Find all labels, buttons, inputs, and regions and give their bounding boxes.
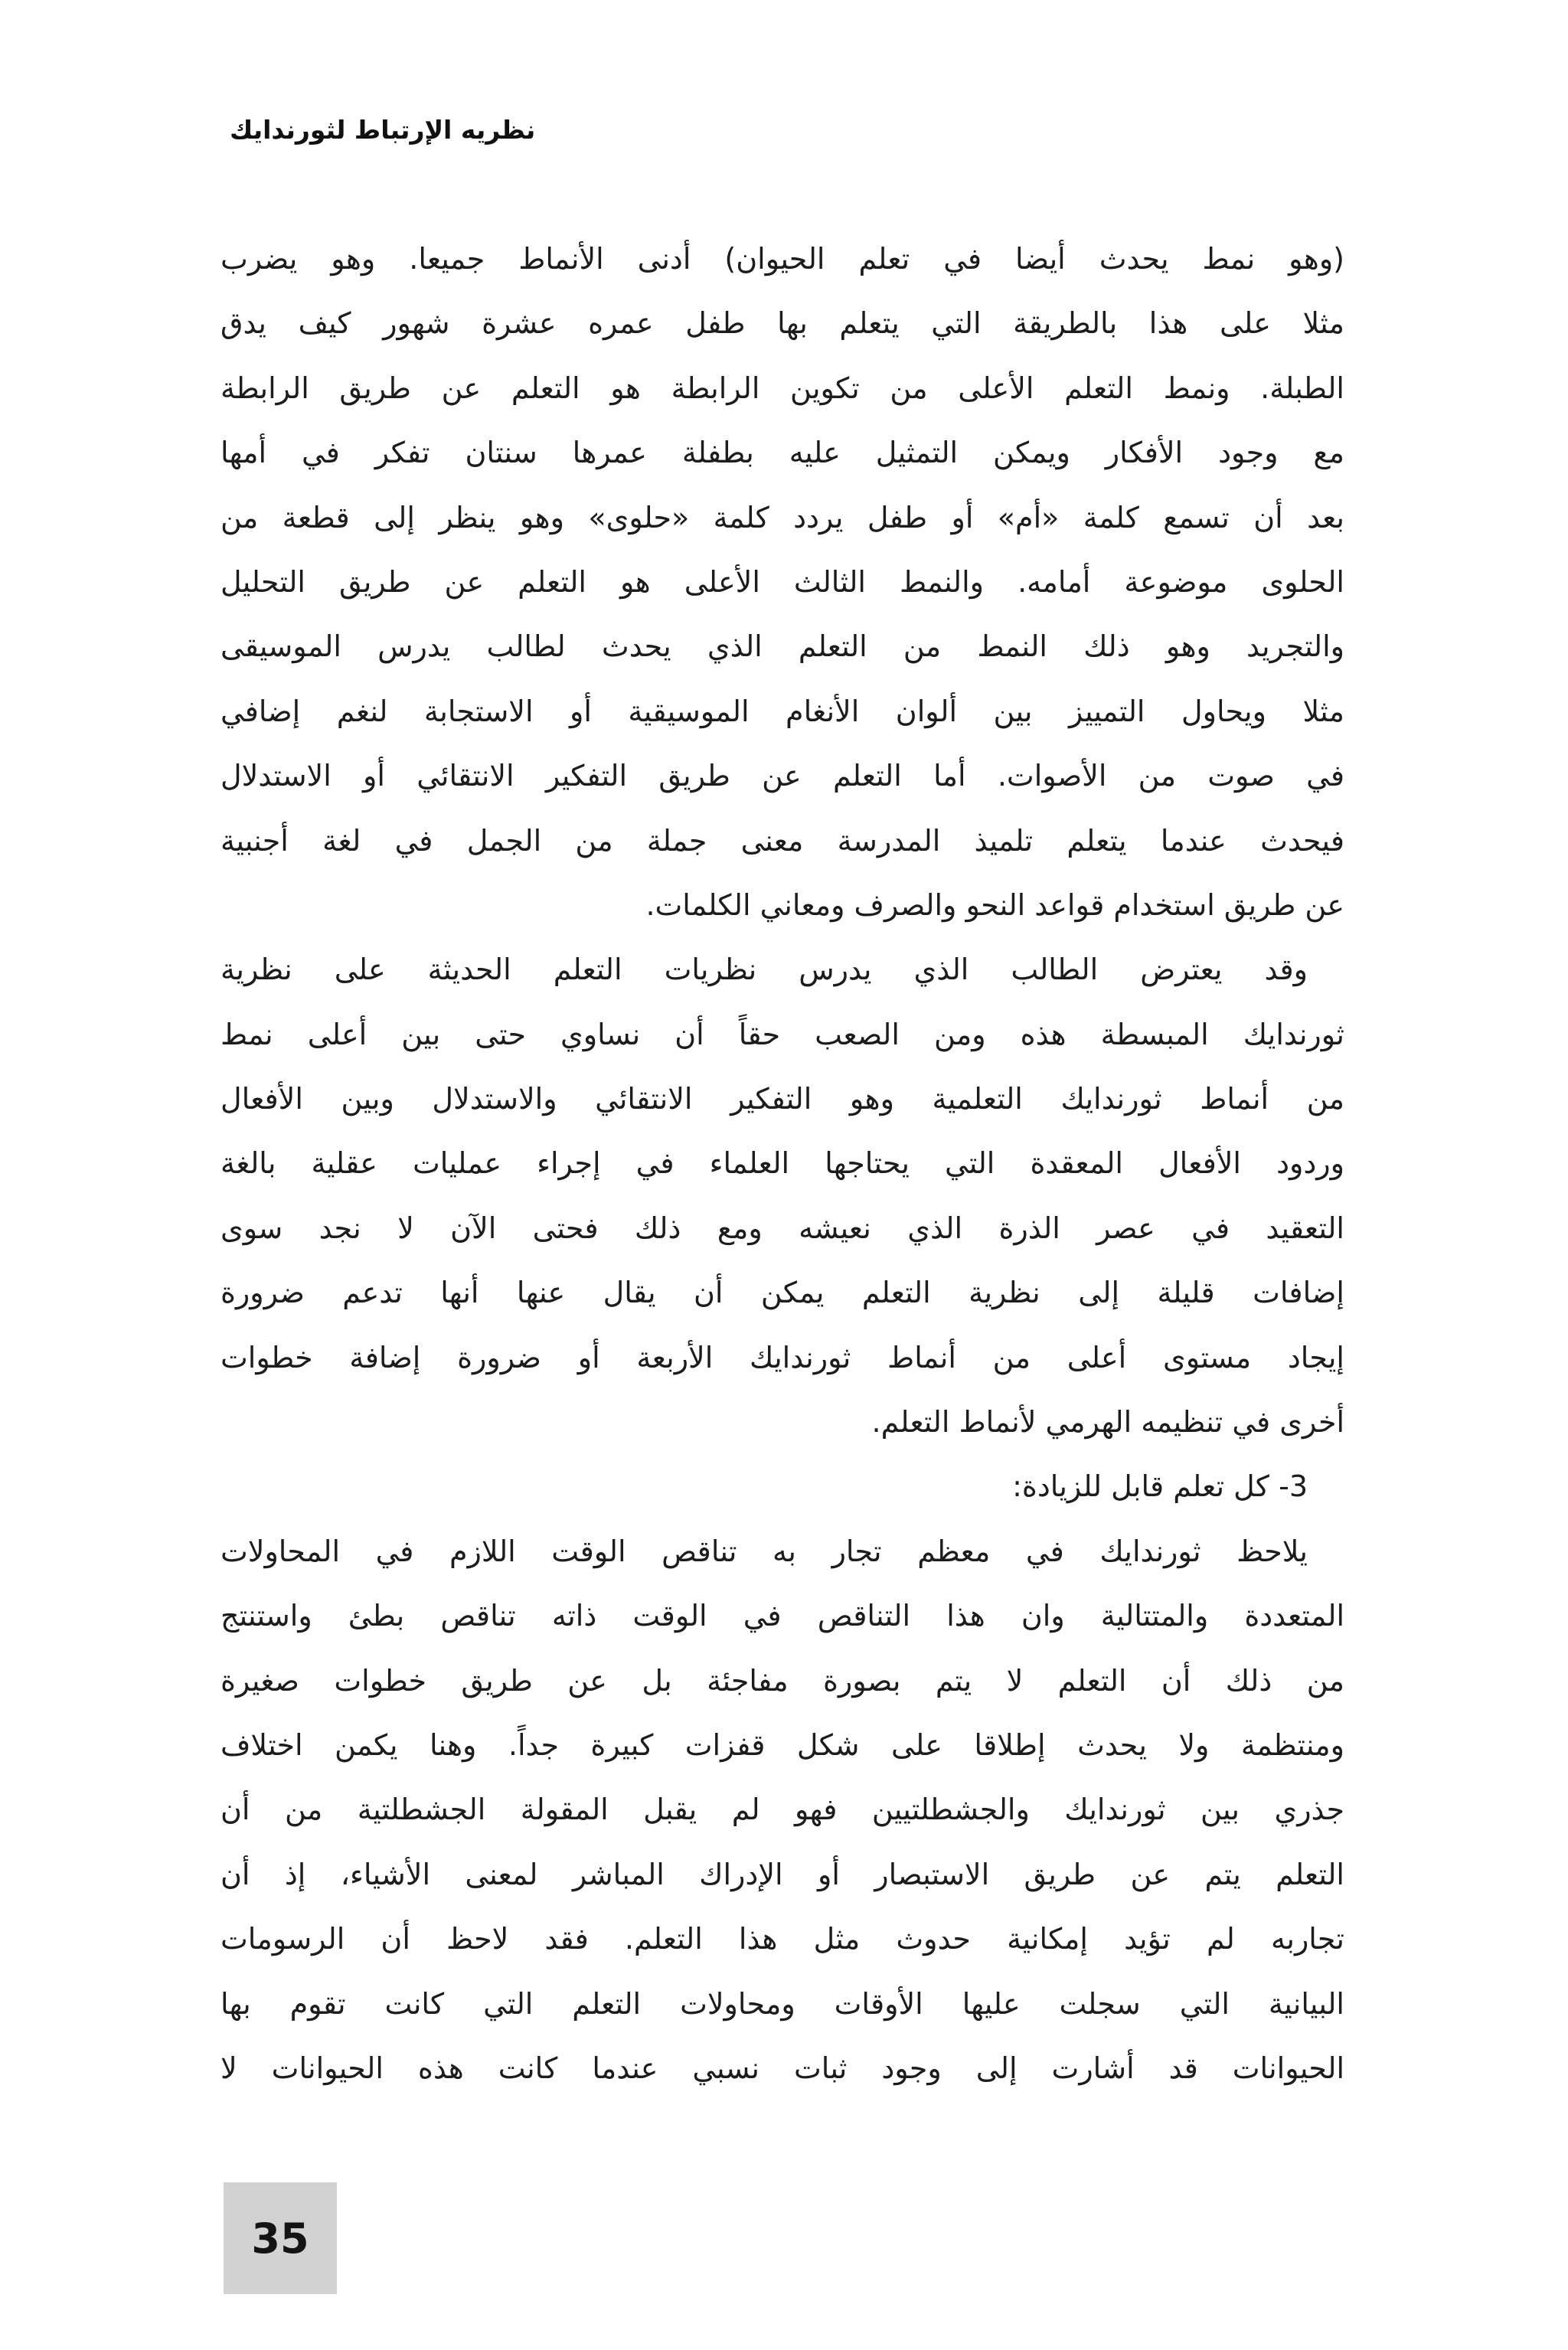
text-line: والتجريد وهو ذلك النمط من التعلم الذي يحدث لطالب يدرس الموسيقى (220, 629, 1344, 664)
text-line: تجاربه لم تؤيد إمكانية حدوث مثل هذا التعلم. فقد لاحظ أن الرسومات (220, 1922, 1344, 1956)
text-line: في صوت من الأصوات. أما التعلم عن طريق التفكير الانتقائي أو الاستدلال (220, 759, 1344, 793)
text-line: أخرى في تنظيمه الهرمي لأنماط التعلم. (871, 1405, 1344, 1440)
text-line: التعقيد في عصر الذرة الذي نعيشه ومع ذلك فحتى الآن لا نجد سوى (220, 1211, 1344, 1245)
paragraph-first-line: وقد يعترض الطالب الذي يدرس نظريات التعلم الحديثة على نظرية (220, 953, 1308, 987)
text-line: ومنتظمة ولا يحدث إطلاقا على شكل قفزات كبيرة جداً. وهنا يكمن اختلاف (220, 1727, 1344, 1762)
text-line: الطبلة. ونمط التعلم الأعلى من تكوين الرابطة هو التعلم عن طريق الرابطة (220, 371, 1344, 405)
text-line: مع وجود الأفكار ويمكن التمثيل عليه بطفلة عمرها سنتان تفكر في أمها (220, 436, 1344, 470)
text-line: ثورندايك المبسطة هذه ومن الصعب حقاً أن نساوي حتى بين أعلى نمط (220, 1017, 1344, 1051)
section-heading: 3- كل تعلم قابل للزيادة: (1012, 1469, 1308, 1504)
running-header: نظريه الإرتباط لثورندايك (230, 115, 536, 145)
text-line: فيحدث عندما يتعلم تلميذ المدرسة معنى جملة من الجمل في لغة أجنبية (220, 823, 1344, 858)
paragraph-first-line: يلاحظ ثورندايك في معظم تجار به تناقص الوقت اللازم في المحاولات (220, 1534, 1308, 1568)
text-line: بعد أن تسمع كلمة «أم» أو طفل يردد كلمة «حلوى» وهو ينظر إلى قطعة من (220, 500, 1344, 534)
page-number-box (224, 2182, 337, 2294)
text-line: وردود الأفعال المعقدة التي يحتاجها العلماء في إجراء عمليات عقلية بالغة (220, 1146, 1344, 1181)
text-line: من ذلك أن التعلم لا يتم بصورة مفاجئة بل عن طريق خطوات صغيرة (220, 1663, 1344, 1698)
text-line: من أنماط ثورندايك التعلمية وهو التفكير الانتقائي والاستدلال وبين الأفعال (220, 1082, 1344, 1116)
text-line: الحيوانات قد أشارت إلى وجود ثبات نسبي عندما كانت هذه الحيوانات لا (220, 2051, 1344, 2085)
text-line: جذري بين ثورندايك والجشطلتيين فهو لم يقبل المقولة الجشطلتية من أن (220, 1793, 1344, 1827)
body-text (220, 227, 1344, 2100)
text-line: البيانية التي سجلت عليها الأوقات ومحاولات التعلم التي كانت تقوم بها (220, 1986, 1344, 2021)
text-line: إيجاد مستوى أعلى من أنماط ثورندايك الأربعة أو ضرورة إضافة خطوات (220, 1340, 1344, 1374)
text-line: (وهو نمط يحدث أيضا في تعلم الحيوان) أدنى الأنماط جميعا. وهو يضرب (220, 242, 1344, 276)
text-line: مثلا ويحاول التمييز بين ألوان الأنغام الموسيقية أو الاستجابة لنغم إضافي (220, 694, 1344, 728)
text-line: عن طريق استخدام قواعد النحو والصرف ومعاني الكلمات. (645, 887, 1344, 922)
page-number: 35 (251, 2214, 309, 2263)
text-line: مثلا على هذا بالطريقة التي يتعلم بها طفل عمره عشرة شهور كيف يدق (220, 306, 1344, 341)
text-line: المتعددة والمتتالية وان هذا التناقص في الوقت ذاته تناقص بطئ واستنتج (220, 1599, 1344, 1633)
text-line: إضافات قليلة إلى نظرية التعلم يمكن أن يقال عنها أنها تدعم ضرورة (220, 1276, 1344, 1310)
text-line: التعلم يتم عن طريق الاستبصار أو الإدراك المباشر لمعنى الأشياء، إذ أن (220, 1857, 1344, 1891)
text-line: الحلوى موضوعة أمامه. والنمط الثالث الأعلى هو التعلم عن طريق التحليل (220, 564, 1344, 599)
